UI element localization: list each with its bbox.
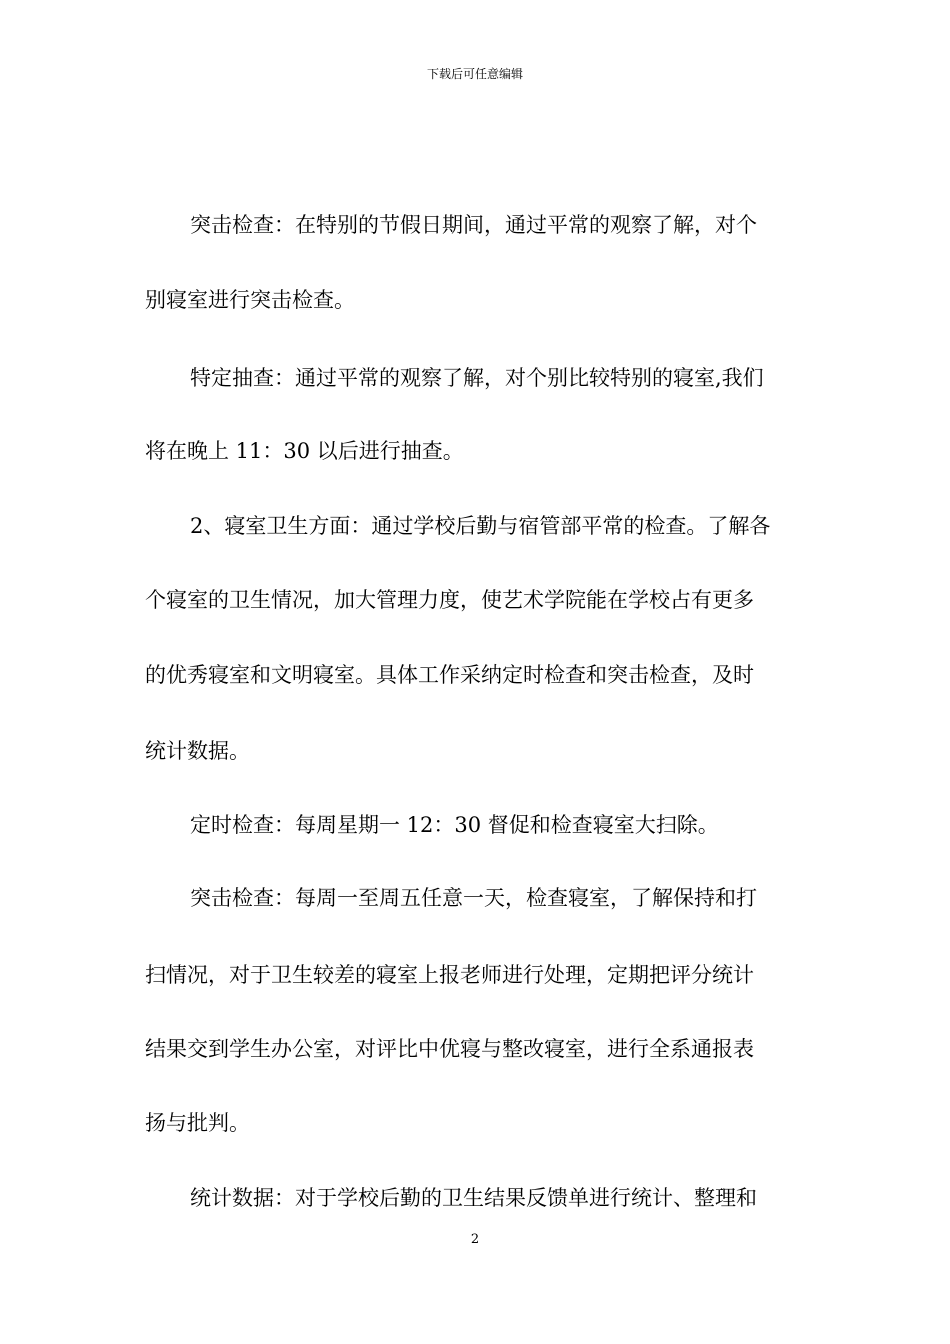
paragraph-line: 扫情况，对于卫生较差的寝室上报老师进行处理，定期把评分统计 <box>145 963 754 987</box>
paragraph-line: 2、寝室卫生方面：通过学校后勤与宿管部平常的检查。了解各 <box>190 514 771 538</box>
page-header: 下载后可任意编辑 <box>426 67 523 81</box>
paragraph-line: 结果交到学生办公室，对评比中优寝与整改寝室，进行全系通报表 <box>145 1037 754 1061</box>
paragraph-line: 特定抽查：通过平常的观察了解，对个别比较特别的寝室,我们 <box>190 366 764 390</box>
paragraph-line: 个寝室的卫生情况，加大管理力度，使艺术学院能在学校占有更多 <box>145 588 754 612</box>
page-number: 2 <box>470 1232 480 1247</box>
paragraph-line: 别寝室进行突击检查。 <box>145 288 355 312</box>
paragraph-line: 突击检查：在特别的节假日期间，通过平常的观察了解，对个 <box>190 213 757 237</box>
paragraph-line: 将在晚上 11：30 以后进行抽查。 <box>145 439 464 463</box>
paragraph-line: 统计数据。 <box>145 739 250 763</box>
paragraph-line: 定时检查：每周星期一 12：30 督促和检查寝室大扫除。 <box>190 813 719 837</box>
paragraph-line: 统计数据：对于学校后勤的卫生结果反馈单进行统计、整理和 <box>190 1186 757 1210</box>
paragraph-line: 的优秀寝室和文明寝室。具体工作采纳定时检查和突击检查，及时 <box>145 663 754 687</box>
paragraph-line: 突击检查：每周一至周五任意一天，检查寝室，了解保持和打 <box>190 886 757 910</box>
paragraph-line: 扬与批判。 <box>145 1111 250 1135</box>
